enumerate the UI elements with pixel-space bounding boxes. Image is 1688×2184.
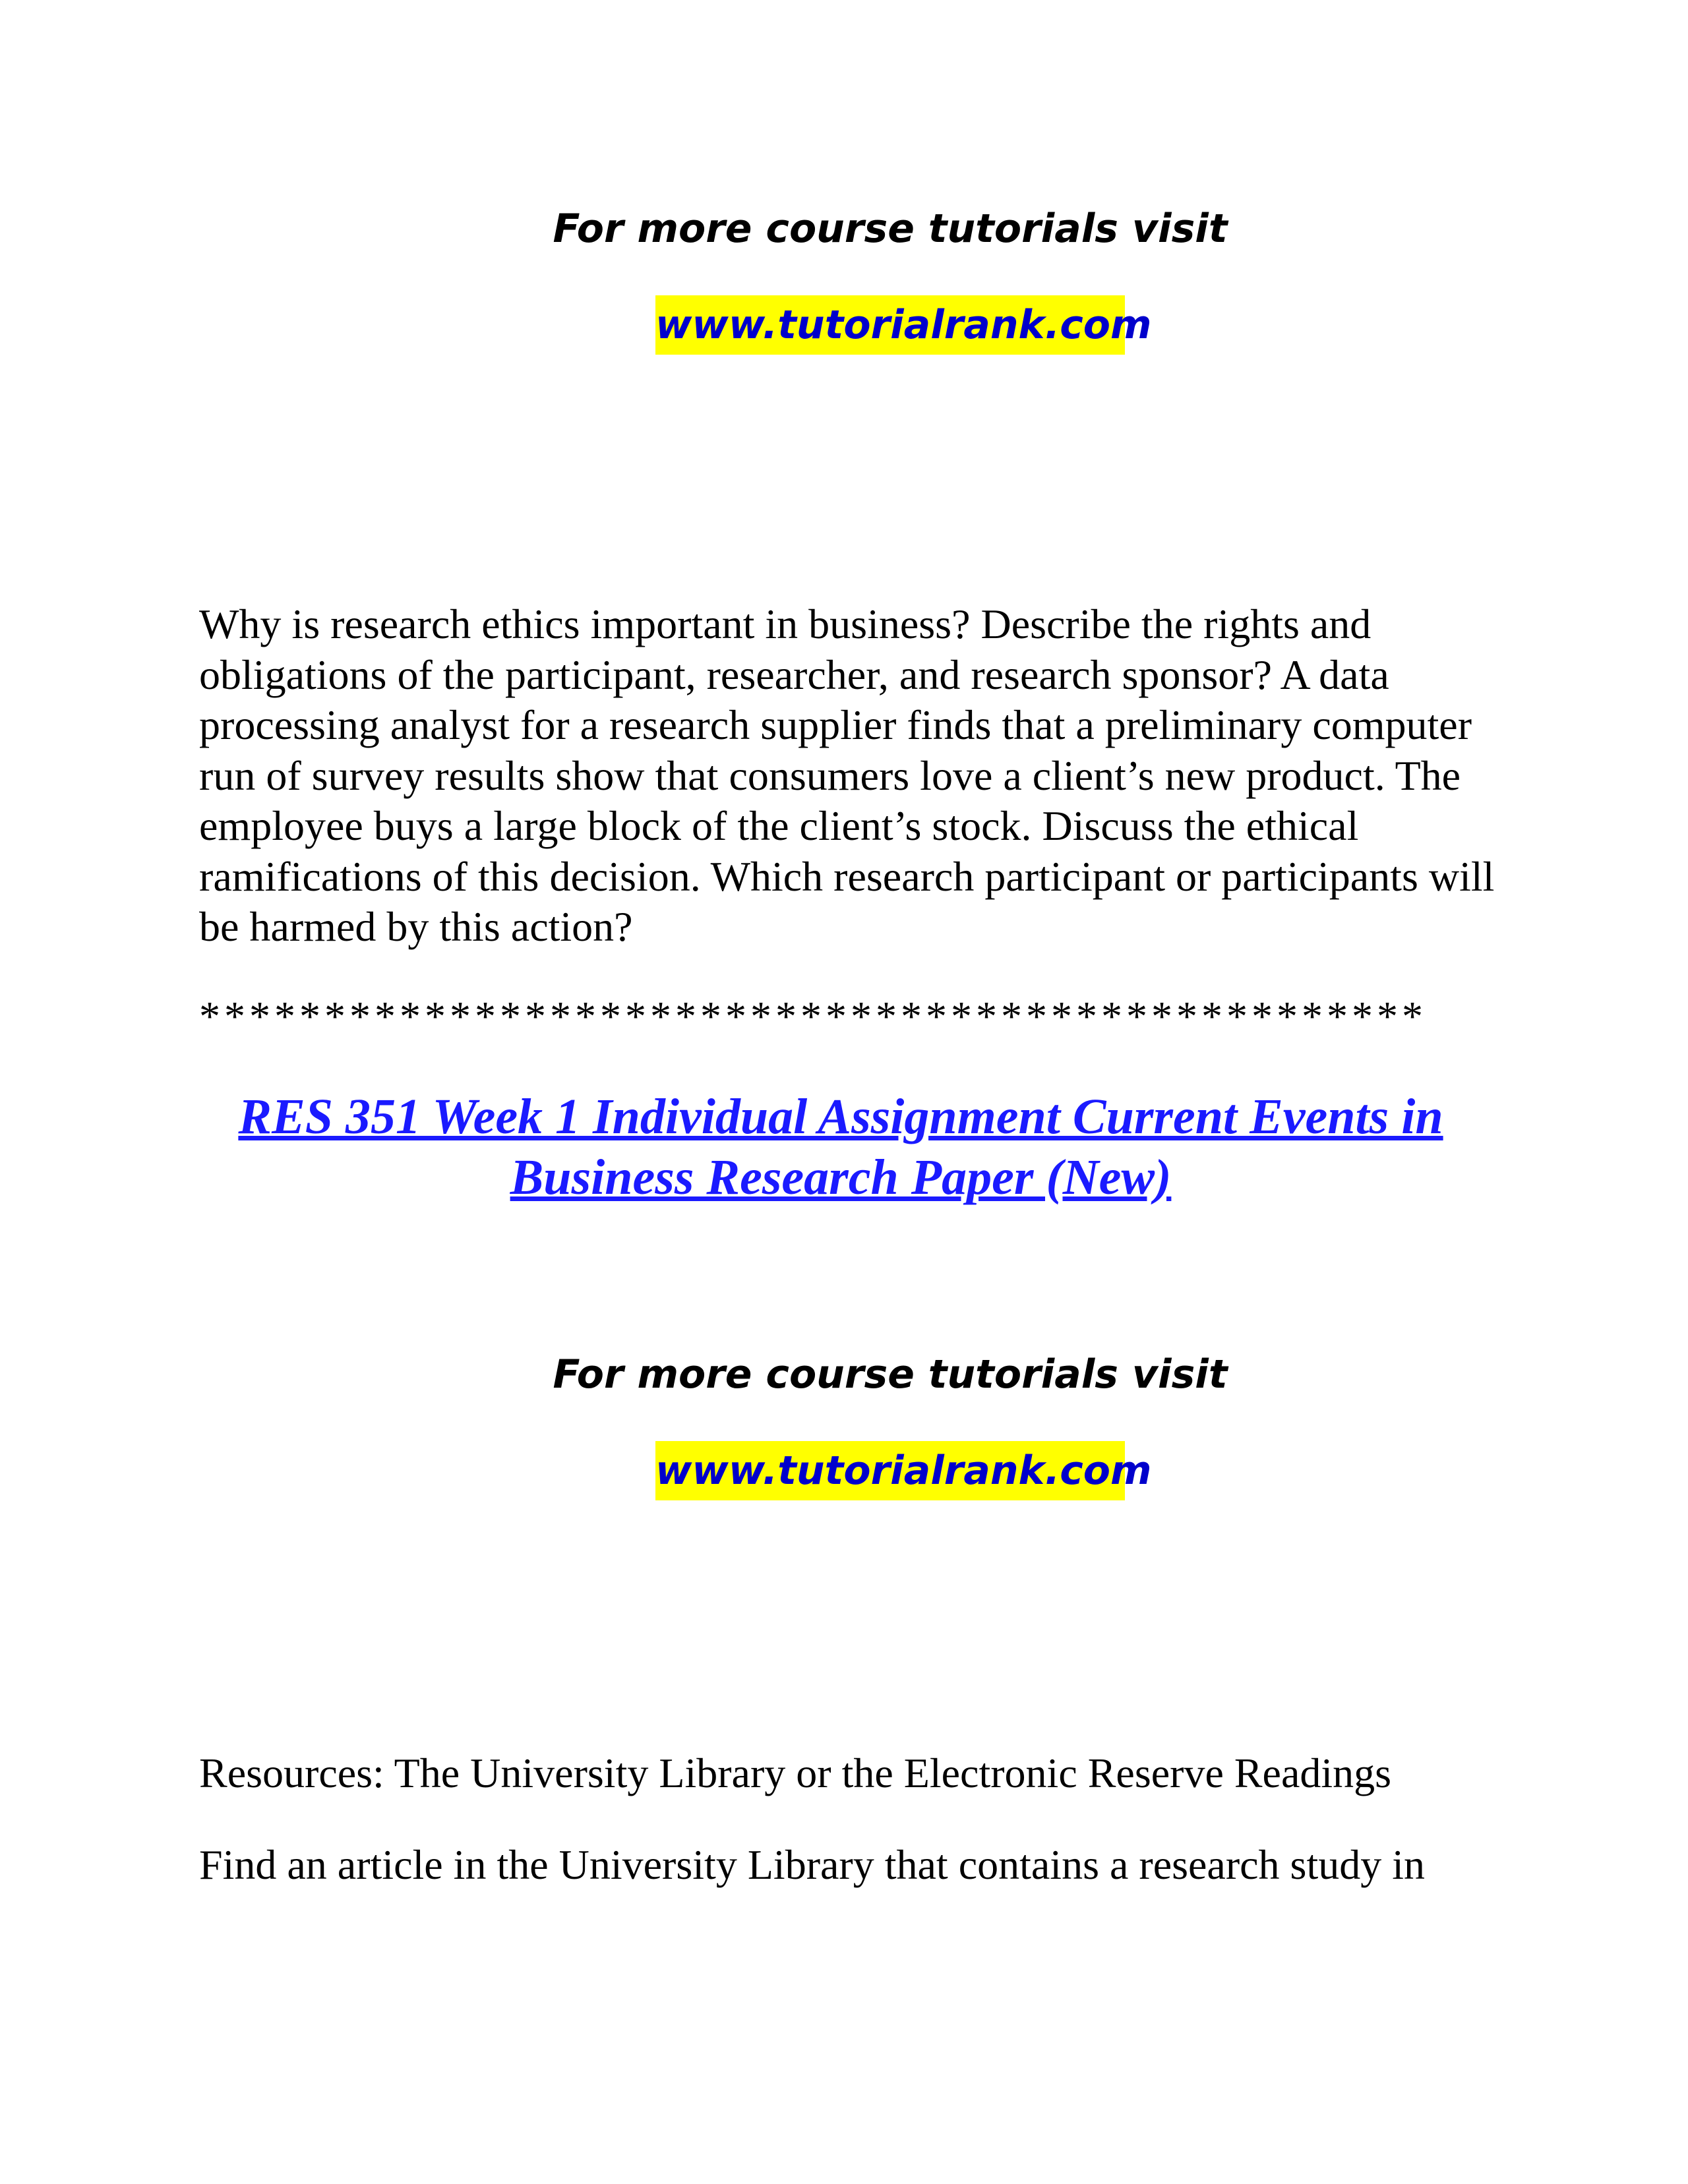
tutorialrank-link-bottom[interactable]: www.tutorialrank.com xyxy=(655,1441,1125,1500)
instruction-line: Find an article in the University Library that contains a research study in xyxy=(199,1841,1425,1888)
separator-stars: ************************************************* xyxy=(199,993,1427,1040)
question-paragraph: Why is research ethics important in business? Describe the rights and obligations of the participant, researcher, and research sponsor? A data processing analyst for a research supplier finds that a preliminary computer run of survey results show that consumers love a client’s new product. The employee buys a large block of the client’s stock. Discuss the ethical ramifications of this decision. Which research participant or participants will be harmed by this action? xyxy=(199,601,1495,950)
assignment-title-link[interactable]: RES 351 Week 1 Individual Assignment Current Events in Business Research Paper (New) xyxy=(238,1089,1443,1205)
resources-line: Resources: The University Library or the Electronic Reserve Readings xyxy=(199,1750,1392,1796)
tutorialrank-link-top[interactable]: www.tutorialrank.com xyxy=(655,295,1125,355)
promo-heading-top: For more course tutorials visit xyxy=(553,206,1228,252)
promo-heading-bottom: For more course tutorials visit xyxy=(553,1351,1228,1398)
